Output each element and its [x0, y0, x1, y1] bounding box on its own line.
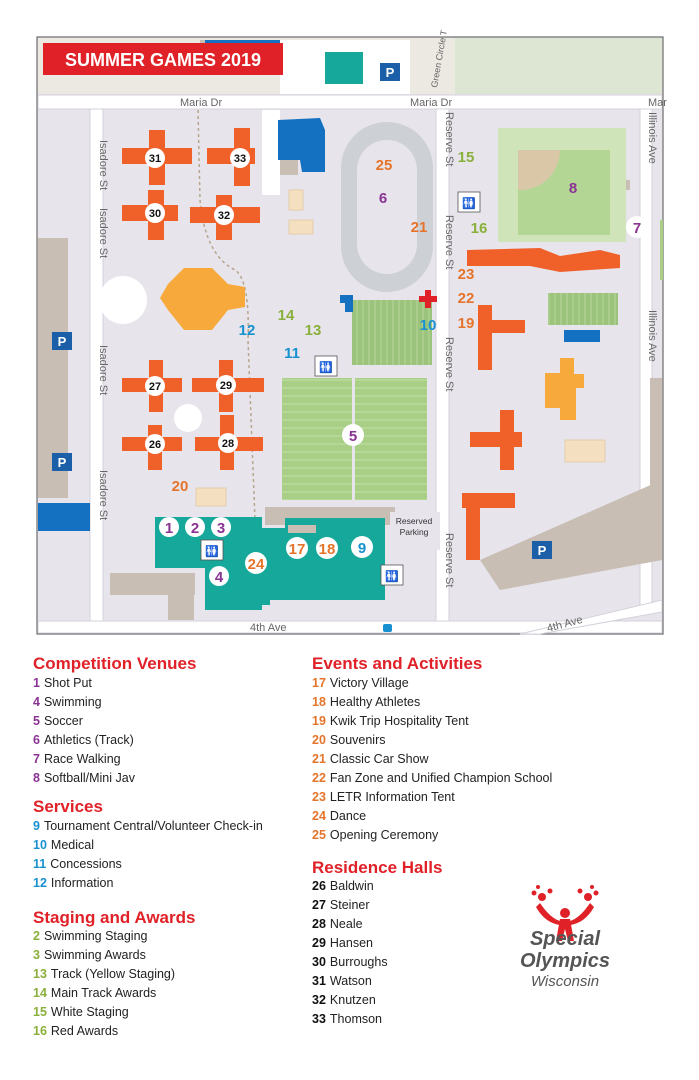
legend-num: 22 — [312, 771, 326, 785]
legend-num: 25 — [312, 828, 326, 842]
legend-label: White Staging — [50, 1005, 129, 1019]
legend-item — [33, 946, 175, 965]
legend-num: 15 — [33, 1005, 47, 1019]
logo-text: Olympics — [519, 950, 611, 972]
street-label: Maria Dr — [410, 97, 453, 109]
legend-label: Softball/Mini Jav — [43, 771, 135, 785]
marker-12[interactable]: 12 — [238, 322, 256, 339]
legend-list-staging — [33, 927, 175, 1041]
legend-list-residence — [312, 877, 388, 1029]
legend-label: Red Awards — [50, 1024, 119, 1038]
legend-label: Watson — [329, 974, 372, 988]
street-label: Isadore St — [97, 345, 109, 396]
legend-label: Hansen — [329, 936, 373, 950]
marker-27[interactable]: 27 — [148, 381, 162, 393]
marker-4[interactable]: 4 — [214, 569, 224, 586]
walkway — [262, 110, 280, 195]
marker-16[interactable]: 16 — [470, 220, 488, 237]
legend-num: 21 — [312, 752, 326, 766]
legend-item — [312, 769, 552, 788]
marker-32[interactable]: 32 — [217, 210, 231, 222]
legend-item — [312, 674, 552, 693]
legend-item — [33, 674, 135, 693]
legend-label: Steiner — [329, 898, 370, 912]
legend-label: Information — [50, 876, 114, 890]
tent — [565, 440, 605, 462]
legend-item — [33, 855, 263, 874]
reserved-parking-label: Reserved — [395, 516, 433, 526]
legend-title-competition: Competition Venues — [33, 654, 197, 673]
marker-24[interactable]: 24 — [247, 556, 265, 573]
street-label: Isadore St — [97, 470, 109, 521]
marker-33[interactable]: 33 — [233, 153, 247, 165]
marker-6[interactable]: 6 — [378, 190, 388, 207]
legend-num: 16 — [33, 1024, 47, 1038]
street-label: Illinois Ave — [646, 310, 658, 362]
marker-26[interactable]: 26 — [148, 439, 162, 451]
marker-22[interactable]: 22 — [457, 290, 475, 307]
restroom-icon: 🚻 — [462, 197, 476, 210]
legend-label: Race Walking — [43, 752, 121, 766]
legend-label: Souvenirs — [329, 733, 386, 747]
soccer-field-east — [355, 378, 427, 500]
legend-item — [312, 934, 388, 953]
plaza — [174, 404, 202, 432]
legend-item — [312, 750, 552, 769]
legend-item — [33, 817, 263, 836]
marker-7[interactable]: 7 — [632, 220, 642, 237]
bus-stop-icon — [383, 624, 392, 632]
legend-item — [312, 712, 552, 731]
marker-19[interactable]: 19 — [457, 315, 475, 332]
street-label: Maria Dr — [180, 97, 223, 109]
legend-label: Kwik Trip Hospitality Tent — [329, 714, 469, 728]
legend-num: 23 — [312, 790, 326, 804]
legend-item — [33, 1003, 175, 1022]
legend-num: 2 — [33, 929, 40, 943]
legend-item — [312, 972, 388, 991]
maria-dr-road — [38, 95, 662, 109]
soccer-field-west — [282, 378, 352, 500]
marker-11[interactable]: 11 — [284, 345, 300, 362]
blue-building — [345, 300, 353, 312]
legend-num: 31 — [312, 974, 326, 988]
legend-num: 10 — [33, 838, 47, 852]
street-label: Reserve St — [443, 533, 455, 588]
legend-num: 12 — [33, 876, 47, 890]
legend-label: Swimming Staging — [43, 929, 148, 943]
legend-item — [33, 965, 175, 984]
legend-item — [33, 927, 175, 946]
legend-num: 7 — [33, 752, 40, 766]
marker-18[interactable]: 18 — [318, 541, 336, 558]
tent — [289, 190, 303, 210]
legend-num: 18 — [312, 695, 326, 709]
marker-20[interactable]: 20 — [171, 478, 189, 495]
legend-item — [33, 874, 263, 893]
legend-label: Knutzen — [329, 993, 376, 1007]
legend-num: 20 — [312, 733, 326, 747]
legend-label: Main Track Awards — [50, 986, 157, 1000]
legend-label: Swimming — [43, 695, 102, 709]
legend-num: 6 — [33, 733, 40, 747]
marker-14[interactable]: 14 — [277, 307, 295, 324]
legend-num: 30 — [312, 955, 326, 969]
legend-item — [33, 984, 175, 1003]
marker-10[interactable]: 10 — [419, 317, 437, 334]
plaza — [99, 276, 147, 324]
marker-2[interactable]: 2 — [190, 520, 200, 537]
marker-21[interactable]: 21 — [410, 219, 428, 236]
parking-icon: P — [537, 543, 547, 558]
legend-label: LETR Information Tent — [329, 790, 455, 804]
legend-num: 17 — [312, 676, 326, 690]
legend-label: Opening Ceremony — [329, 828, 439, 842]
marker-15[interactable]: 15 — [457, 149, 475, 166]
legend-label: Burroughs — [329, 955, 388, 969]
building — [650, 378, 662, 488]
street-label: Reserve St — [443, 337, 455, 392]
legend-num: 33 — [312, 1012, 326, 1026]
legend-label: Fan Zone and Unified Champion School — [329, 771, 553, 785]
legend-num: 14 — [33, 986, 47, 1000]
legend-num: 24 — [312, 809, 326, 823]
street-label: Isadore St — [97, 208, 109, 259]
tent — [289, 220, 313, 234]
legend-label: Athletics (Track) — [43, 733, 134, 747]
logo-text: Wisconsin — [530, 973, 600, 990]
legend-num: 26 — [312, 879, 326, 893]
legend-item — [312, 953, 388, 972]
legend-title-services: Services — [33, 797, 103, 816]
blue-building — [564, 330, 600, 342]
marker-8[interactable]: 8 — [568, 180, 578, 197]
legend-item — [312, 991, 388, 1010]
street-label: Mar — [648, 97, 667, 109]
marker-1[interactable]: 1 — [164, 520, 174, 537]
legend-title-events: Events and Activities — [312, 654, 483, 673]
marker-5[interactable]: 5 — [348, 428, 358, 445]
logo-text: Special — [529, 928, 601, 950]
marker-13[interactable]: 13 — [304, 322, 322, 339]
courts-east — [548, 293, 618, 325]
legend-item — [312, 1010, 388, 1029]
legend-label: Dance — [329, 809, 367, 823]
legend-item — [312, 877, 388, 896]
legend-list-competition — [33, 674, 135, 788]
legend-label: Track (Yellow Staging) — [50, 967, 176, 981]
tent — [196, 488, 226, 506]
legend-label: Neale — [329, 917, 363, 931]
street-label: 4th Ave — [250, 622, 287, 634]
marker-28[interactable]: 28 — [221, 438, 235, 450]
legend-item — [312, 788, 552, 807]
marker-31[interactable]: 31 — [148, 153, 162, 165]
legend-label: Baldwin — [329, 879, 374, 893]
legend-num: 11 — [33, 857, 47, 871]
legend-item — [312, 896, 388, 915]
parking-icon: P — [57, 334, 67, 349]
legend-num: 5 — [33, 714, 40, 728]
building — [168, 585, 194, 620]
legend-num: 29 — [312, 936, 326, 950]
reserved-parking-label: Parking — [399, 527, 429, 537]
legend-list-events — [312, 674, 552, 845]
parking-icon: P — [57, 455, 67, 470]
map-title: SUMMER GAMES 2019 — [64, 50, 262, 70]
restroom-icon: 🚻 — [319, 361, 333, 374]
legend-label: Swimming Awards — [43, 948, 146, 962]
legend-item — [312, 915, 388, 934]
legend-num: 28 — [312, 917, 326, 931]
marker-23[interactable]: 23 — [457, 266, 475, 283]
blue-building — [38, 503, 90, 531]
restroom-icon: 🚻 — [385, 570, 399, 583]
legend-item — [33, 836, 263, 855]
legend-num: 4 — [33, 695, 40, 709]
legend-num: 19 — [312, 714, 326, 728]
legend-item — [312, 826, 552, 845]
legend-label: Shot Put — [43, 676, 92, 690]
legend-num: 13 — [33, 967, 47, 981]
legend-title-staging: Staging and Awards — [33, 908, 196, 927]
legend-item — [33, 693, 135, 712]
legend-label: Concessions — [50, 857, 122, 871]
legend-item — [33, 1022, 175, 1041]
parking-icon: P — [385, 65, 395, 80]
legend-item — [312, 693, 552, 712]
legend-label: Victory Village — [329, 676, 409, 690]
legend-label: Healthy Athletes — [329, 695, 421, 709]
marker-3[interactable]: 3 — [216, 520, 226, 537]
legend-num: 1 — [33, 676, 40, 690]
marker-29[interactable]: 29 — [219, 380, 233, 392]
marker-9[interactable]: 9 — [357, 540, 367, 557]
legend-label: Thomson — [329, 1012, 383, 1026]
marker-25[interactable]: 25 — [375, 157, 393, 174]
teal-building-north — [325, 52, 363, 84]
legend-item — [312, 731, 552, 750]
legend-title-residence: Residence Halls — [312, 858, 443, 877]
legend-label: Tournament Central/Volunteer Check-in — [43, 819, 263, 833]
street-label: Illinois Ave — [646, 112, 658, 164]
marker-17[interactable]: 17 — [288, 541, 306, 558]
street-label: Isadore St — [97, 140, 109, 191]
legend-list-services — [33, 817, 263, 893]
legend-item — [33, 712, 135, 731]
restroom-icon: 🚻 — [205, 545, 219, 558]
legend-item — [312, 807, 552, 826]
north-green — [455, 38, 662, 94]
legend-item — [33, 750, 135, 769]
legend-num: 3 — [33, 948, 40, 962]
street-label: 4th Ave — [545, 613, 585, 635]
legend-item — [33, 769, 135, 788]
legend-num: 27 — [312, 898, 326, 912]
marker-30[interactable]: 30 — [148, 208, 162, 220]
street-label: Reserve St — [443, 215, 455, 270]
legend-num: 32 — [312, 993, 326, 1007]
street-label: Reserve St — [443, 112, 455, 167]
legend-label: Classic Car Show — [329, 752, 429, 766]
legend-label: Medical — [50, 838, 94, 852]
legend-num: 8 — [33, 771, 40, 785]
legend-item — [33, 731, 135, 750]
street-label: Green Circle T — [429, 29, 450, 89]
legend-num: 9 — [33, 819, 40, 833]
legend-label: Soccer — [43, 714, 83, 728]
